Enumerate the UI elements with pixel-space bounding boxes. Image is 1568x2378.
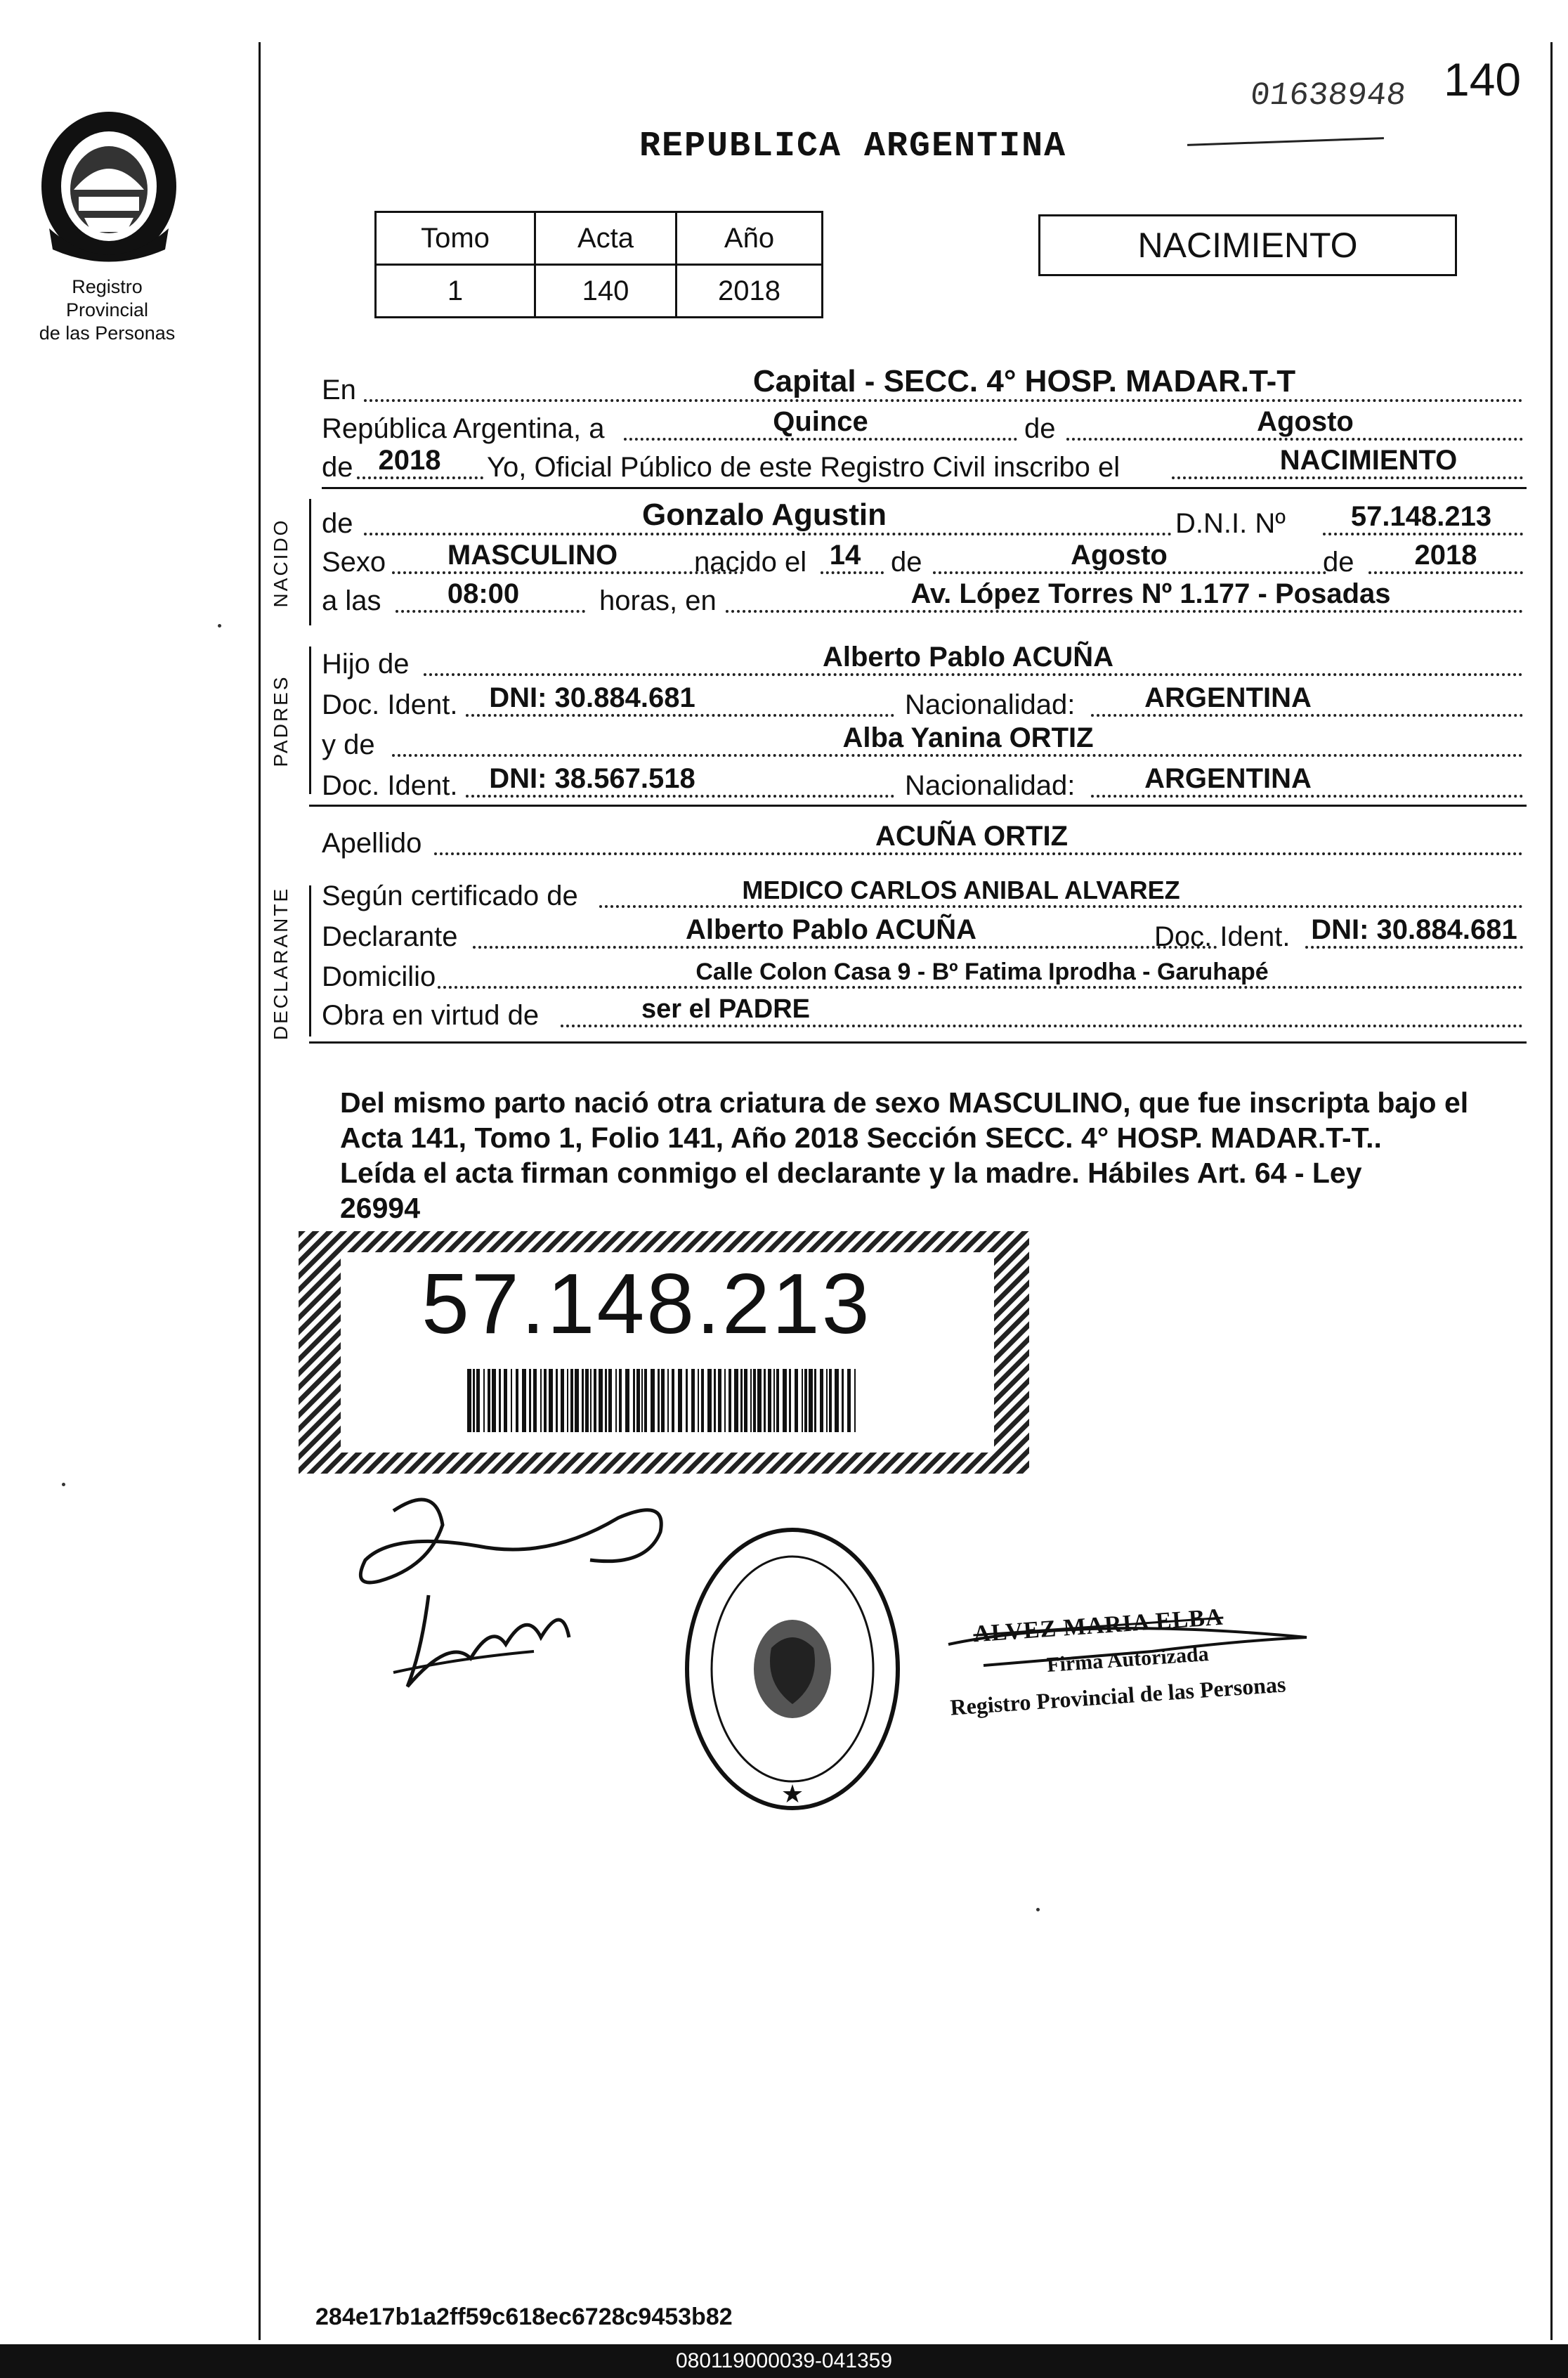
father-doc: DNI: 30.884.681 (489, 682, 695, 713)
de-month-label: de (891, 547, 922, 578)
padres-divider (309, 805, 1527, 807)
observation-paragraph (340, 1085, 1527, 1226)
misiones-coat-of-arms-icon (35, 105, 183, 267)
birth-place: Av. López Torres Nº 1.177 - Posadas (910, 578, 1391, 609)
scan-dot (218, 624, 221, 628)
declarant-doc-label: Doc. Ident. (1154, 921, 1291, 952)
observation-line-3: Leída el acta firman conmigo el declarante y la madre. Hábiles Art. 64 - Ley (340, 1157, 1362, 1189)
line-apellido (322, 821, 1523, 862)
mother-doc: DNI: 38.567.518 (489, 763, 695, 794)
anio-header: Año (677, 212, 823, 265)
dni-sticker-number: 57.148.213 (422, 1256, 872, 1351)
act-type-value: NACIMIENTO (1279, 445, 1458, 476)
line-domicilio (322, 959, 1523, 996)
serial-stamp-underline (1187, 137, 1384, 146)
place-value: Capital - SECC. 4° HOSP. MADAR.T-T (752, 364, 1296, 398)
mother-name: Alba Yanina ORTIZ (842, 722, 1094, 753)
scan-dot (62, 1483, 65, 1486)
registry-seal (680, 1521, 905, 1817)
official-line1: Firma Autorizada (1046, 1642, 1210, 1677)
svg-text:★: ★ (780, 1780, 804, 1809)
month-value: Agosto (1257, 406, 1354, 437)
padres-section-label: PADRES (270, 675, 292, 767)
year-value: 2018 (378, 445, 441, 476)
birth-day: 14 (829, 540, 861, 571)
alas-label: a las (322, 585, 381, 616)
dni-label: D.N.I. Nº (1175, 508, 1286, 539)
de-name-label: de (322, 508, 353, 539)
cert-label: Según certificado de (322, 881, 578, 911)
official-name: ALVEZ MARIA ELBA (972, 1604, 1224, 1648)
right-margin-line (1550, 42, 1553, 2340)
line-father (322, 642, 1523, 683)
acta-header: Acta (535, 212, 677, 265)
domicilio-label: Domicilio (322, 961, 436, 992)
record-type-box: NACIMIENTO (1038, 214, 1457, 276)
barcode-icon (467, 1369, 861, 1432)
line-republica (322, 406, 1523, 448)
reason-value: ser el PADRE (641, 994, 811, 1024)
declarante-bracket (309, 885, 311, 1037)
declarant-doc: DNI: 30.884.681 (1311, 914, 1517, 945)
obra-label: Obra en virtud de (322, 1000, 540, 1031)
apellido-label: Apellido (322, 828, 422, 859)
registry-label-line1: Registro Provincial (65, 276, 149, 320)
apellido-value: ACUÑA ORTIZ (875, 821, 1069, 852)
line-obra (322, 994, 1523, 1034)
hijo-label: Hijo de (322, 649, 410, 680)
page-number: 140 (1444, 53, 1522, 105)
line-year (322, 445, 1523, 486)
acta-value: 140 (535, 265, 677, 318)
father-doc-label: Doc. Ident. (322, 689, 458, 720)
sexo-label: Sexo (322, 547, 386, 578)
mother-doc-label: Doc. Ident. (322, 770, 458, 801)
registry-label-line2: de las Personas (39, 323, 176, 344)
line-certificado (322, 878, 1523, 915)
father-name: Alberto Pablo ACUÑA (822, 642, 1114, 673)
document-title: REPUBLICA ARGENTINA (639, 126, 1067, 167)
sex-value: MASCULINO (447, 540, 618, 571)
intro-divider (322, 487, 1527, 489)
footer-code-bar (0, 2344, 1568, 2378)
line-name (322, 498, 1523, 542)
serial-stamp: 01638948 (1248, 77, 1408, 114)
republica-label: República Argentina, a (322, 413, 605, 444)
horas-label: horas, en (599, 585, 717, 616)
declarant-name: Alberto Pablo ACUÑA (685, 914, 977, 945)
day-text: Quince (773, 406, 868, 437)
birth-month: Agosto (1071, 540, 1168, 571)
left-margin-line (259, 42, 261, 2340)
volume-table (374, 211, 823, 318)
nacido-bracket (309, 499, 311, 625)
mother-nationality: ARGENTINA (1144, 763, 1312, 794)
line-time (322, 578, 1523, 620)
observation-line-1: Del mismo parto nació otra criatura de sexo MASCULINO, que fue inscripta bajo el (340, 1086, 1469, 1119)
anio-value: 2018 (677, 265, 823, 318)
de-label: de (1024, 413, 1056, 444)
observation-line-4: 26994 (340, 1192, 421, 1224)
line-mother-doc (322, 763, 1523, 805)
nacido-section-label: NACIDO (270, 518, 292, 608)
birth-year: 2018 (1414, 540, 1477, 571)
declarante-label: Declarante (322, 921, 458, 952)
line-declarante (322, 914, 1523, 956)
father-nac-label: Nacionalidad: (905, 689, 1076, 720)
declarante-section-label: DECLARANTE (270, 886, 292, 1041)
address-value: Calle Colon Casa 9 - Bº Fatima Iprodha - Garuhapé (695, 959, 1269, 985)
observation-line-2: Acta 141, Tomo 1, Folio 141, Año 2018 Sección SECC. 4° HOSP. MADAR.T-T.. (340, 1122, 1382, 1154)
yde-label: y de (322, 729, 375, 760)
birth-time: 08:00 (447, 578, 520, 609)
child-dni: 57.148.213 (1350, 501, 1492, 532)
line-sex (322, 540, 1523, 581)
official-line2: Registro Provincial de las Personas (949, 1671, 1287, 1720)
footer-code: 080119000039-041359 (675, 2349, 893, 2372)
signature-declarant (351, 1483, 681, 1708)
padres-bracket (309, 647, 311, 794)
line-mother (322, 722, 1523, 764)
declarante-divider (309, 1041, 1527, 1044)
child-name: Gonzalo Agustin (642, 498, 887, 532)
year-prefix: de (322, 452, 353, 483)
mother-nac-label: Nacionalidad: (905, 770, 1076, 801)
tomo-value: 1 (376, 265, 535, 318)
yo-text: Yo, Oficial Público de este Registro Civil inscribo el (487, 452, 1121, 483)
en-label: En (322, 375, 356, 405)
certificate-value: MEDICO CARLOS ANIBAL ALVAREZ (742, 876, 1180, 904)
line-en (322, 364, 1523, 409)
line-father-doc (322, 682, 1523, 724)
nacido-el-label: nacido el (694, 547, 807, 578)
document-hash: 284e17b1a2ff59c618ec6728c9453b82 (315, 2304, 733, 2330)
de-year-label: de (1323, 547, 1354, 578)
registry-label (28, 275, 186, 345)
father-nationality: ARGENTINA (1144, 682, 1312, 713)
scan-dot (1036, 1908, 1040, 1911)
tomo-header: Tomo (376, 212, 535, 265)
